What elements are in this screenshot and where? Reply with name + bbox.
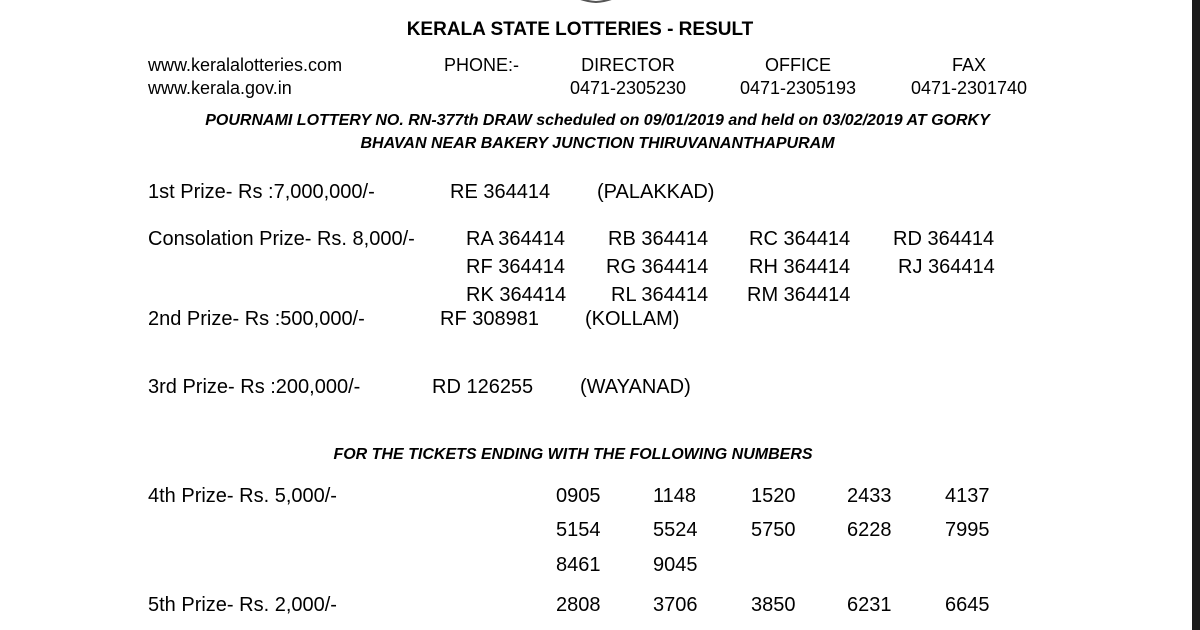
fourth-prize-number: 7995	[945, 519, 990, 541]
office-phone: 0471-2305193	[739, 78, 857, 98]
draw-info-line-1: POURNAMI LOTTERY NO. RN-377th DRAW scheduled on 09/01/2019 and held on 03/02/2019 AT GORKY	[205, 112, 990, 129]
fourth-prize-number: 6228	[847, 519, 892, 541]
consolation-ticket: RC 364414	[749, 228, 851, 250]
consolation-ticket: RD 364414	[893, 228, 995, 250]
consolation-ticket: RB 364414	[608, 228, 709, 250]
consolation-ticket: RM 364414	[747, 284, 851, 306]
consolation-ticket: RL 364414	[611, 284, 709, 306]
fax-number: 0471-2301740	[910, 78, 1028, 98]
website-link-2[interactable]: www.kerala.gov.in	[148, 78, 292, 98]
second-prize-label: 2nd Prize- Rs :500,000/-	[148, 308, 365, 330]
fifth-prize-number: 2808	[556, 594, 601, 616]
fifth-prize-number: 3850	[751, 594, 796, 616]
consolation-ticket: RF 364414	[466, 256, 565, 278]
second-prize-ticket: RF 308981	[440, 308, 539, 330]
fourth-prize-number: 9045	[653, 554, 698, 576]
fifth-prize-number: 6645	[945, 594, 990, 616]
ending-numbers-heading: FOR THE TICKETS ENDING WITH THE FOLLOWING NUMBERS	[333, 446, 813, 463]
third-prize-ticket: RD 126255	[432, 376, 534, 398]
website-link-1[interactable]: www.keralalotteries.com	[148, 55, 343, 75]
first-prize-place: (PALAKKAD)	[597, 181, 715, 203]
first-prize-ticket: RE 364414	[450, 181, 551, 203]
consolation-ticket: RA 364414	[466, 228, 565, 250]
consolation-ticket: RJ 364414	[898, 256, 995, 278]
fourth-prize-number: 1148	[653, 485, 697, 507]
phone-label: PHONE:-	[444, 55, 520, 75]
fourth-prize-number: 1520	[751, 485, 796, 507]
draw-info-line-2: BHAVAN NEAR BAKERY JUNCTION THIRUVANANTHAPURAM	[360, 135, 835, 152]
fourth-prize-number: 5524	[653, 519, 698, 541]
page-edge-shadow	[1192, 0, 1200, 630]
third-prize-label: 3rd Prize- Rs :200,000/-	[148, 376, 361, 398]
consolation-ticket: RH 364414	[749, 256, 851, 278]
director-phone: 0471-2305230	[569, 78, 687, 98]
fifth-prize-number: 6231	[847, 594, 892, 616]
second-prize-place: (KOLLAM)	[585, 308, 680, 330]
consolation-ticket: RG 364414	[606, 256, 709, 278]
consolation-prize-label: Consolation Prize- Rs. 8,000/-	[148, 228, 415, 250]
page-title: KERALA STATE LOTTERIES - RESULT	[406, 19, 754, 40]
third-prize-place: (WAYANAD)	[580, 376, 691, 398]
fifth-prize-label: 5th Prize- Rs. 2,000/-	[148, 594, 337, 616]
consolation-ticket: RK 364414	[466, 284, 567, 306]
fourth-prize-label: 4th Prize- Rs. 5,000/-	[148, 485, 337, 507]
fourth-prize-number: 0905	[556, 485, 601, 507]
first-prize-label: 1st Prize- Rs :7,000,000/-	[148, 181, 375, 203]
fax-label: FAX	[951, 55, 986, 75]
state-emblem-icon	[548, 0, 644, 4]
fourth-prize-number: 4137	[945, 485, 990, 507]
director-label: DIRECTOR	[581, 55, 675, 75]
fourth-prize-number: 5750	[751, 519, 796, 541]
fourth-prize-number: 2433	[847, 485, 892, 507]
office-label: OFFICE	[765, 55, 831, 75]
fourth-prize-number: 5154	[556, 519, 601, 541]
fourth-prize-number: 8461	[556, 554, 601, 576]
fifth-prize-number: 3706	[653, 594, 698, 616]
